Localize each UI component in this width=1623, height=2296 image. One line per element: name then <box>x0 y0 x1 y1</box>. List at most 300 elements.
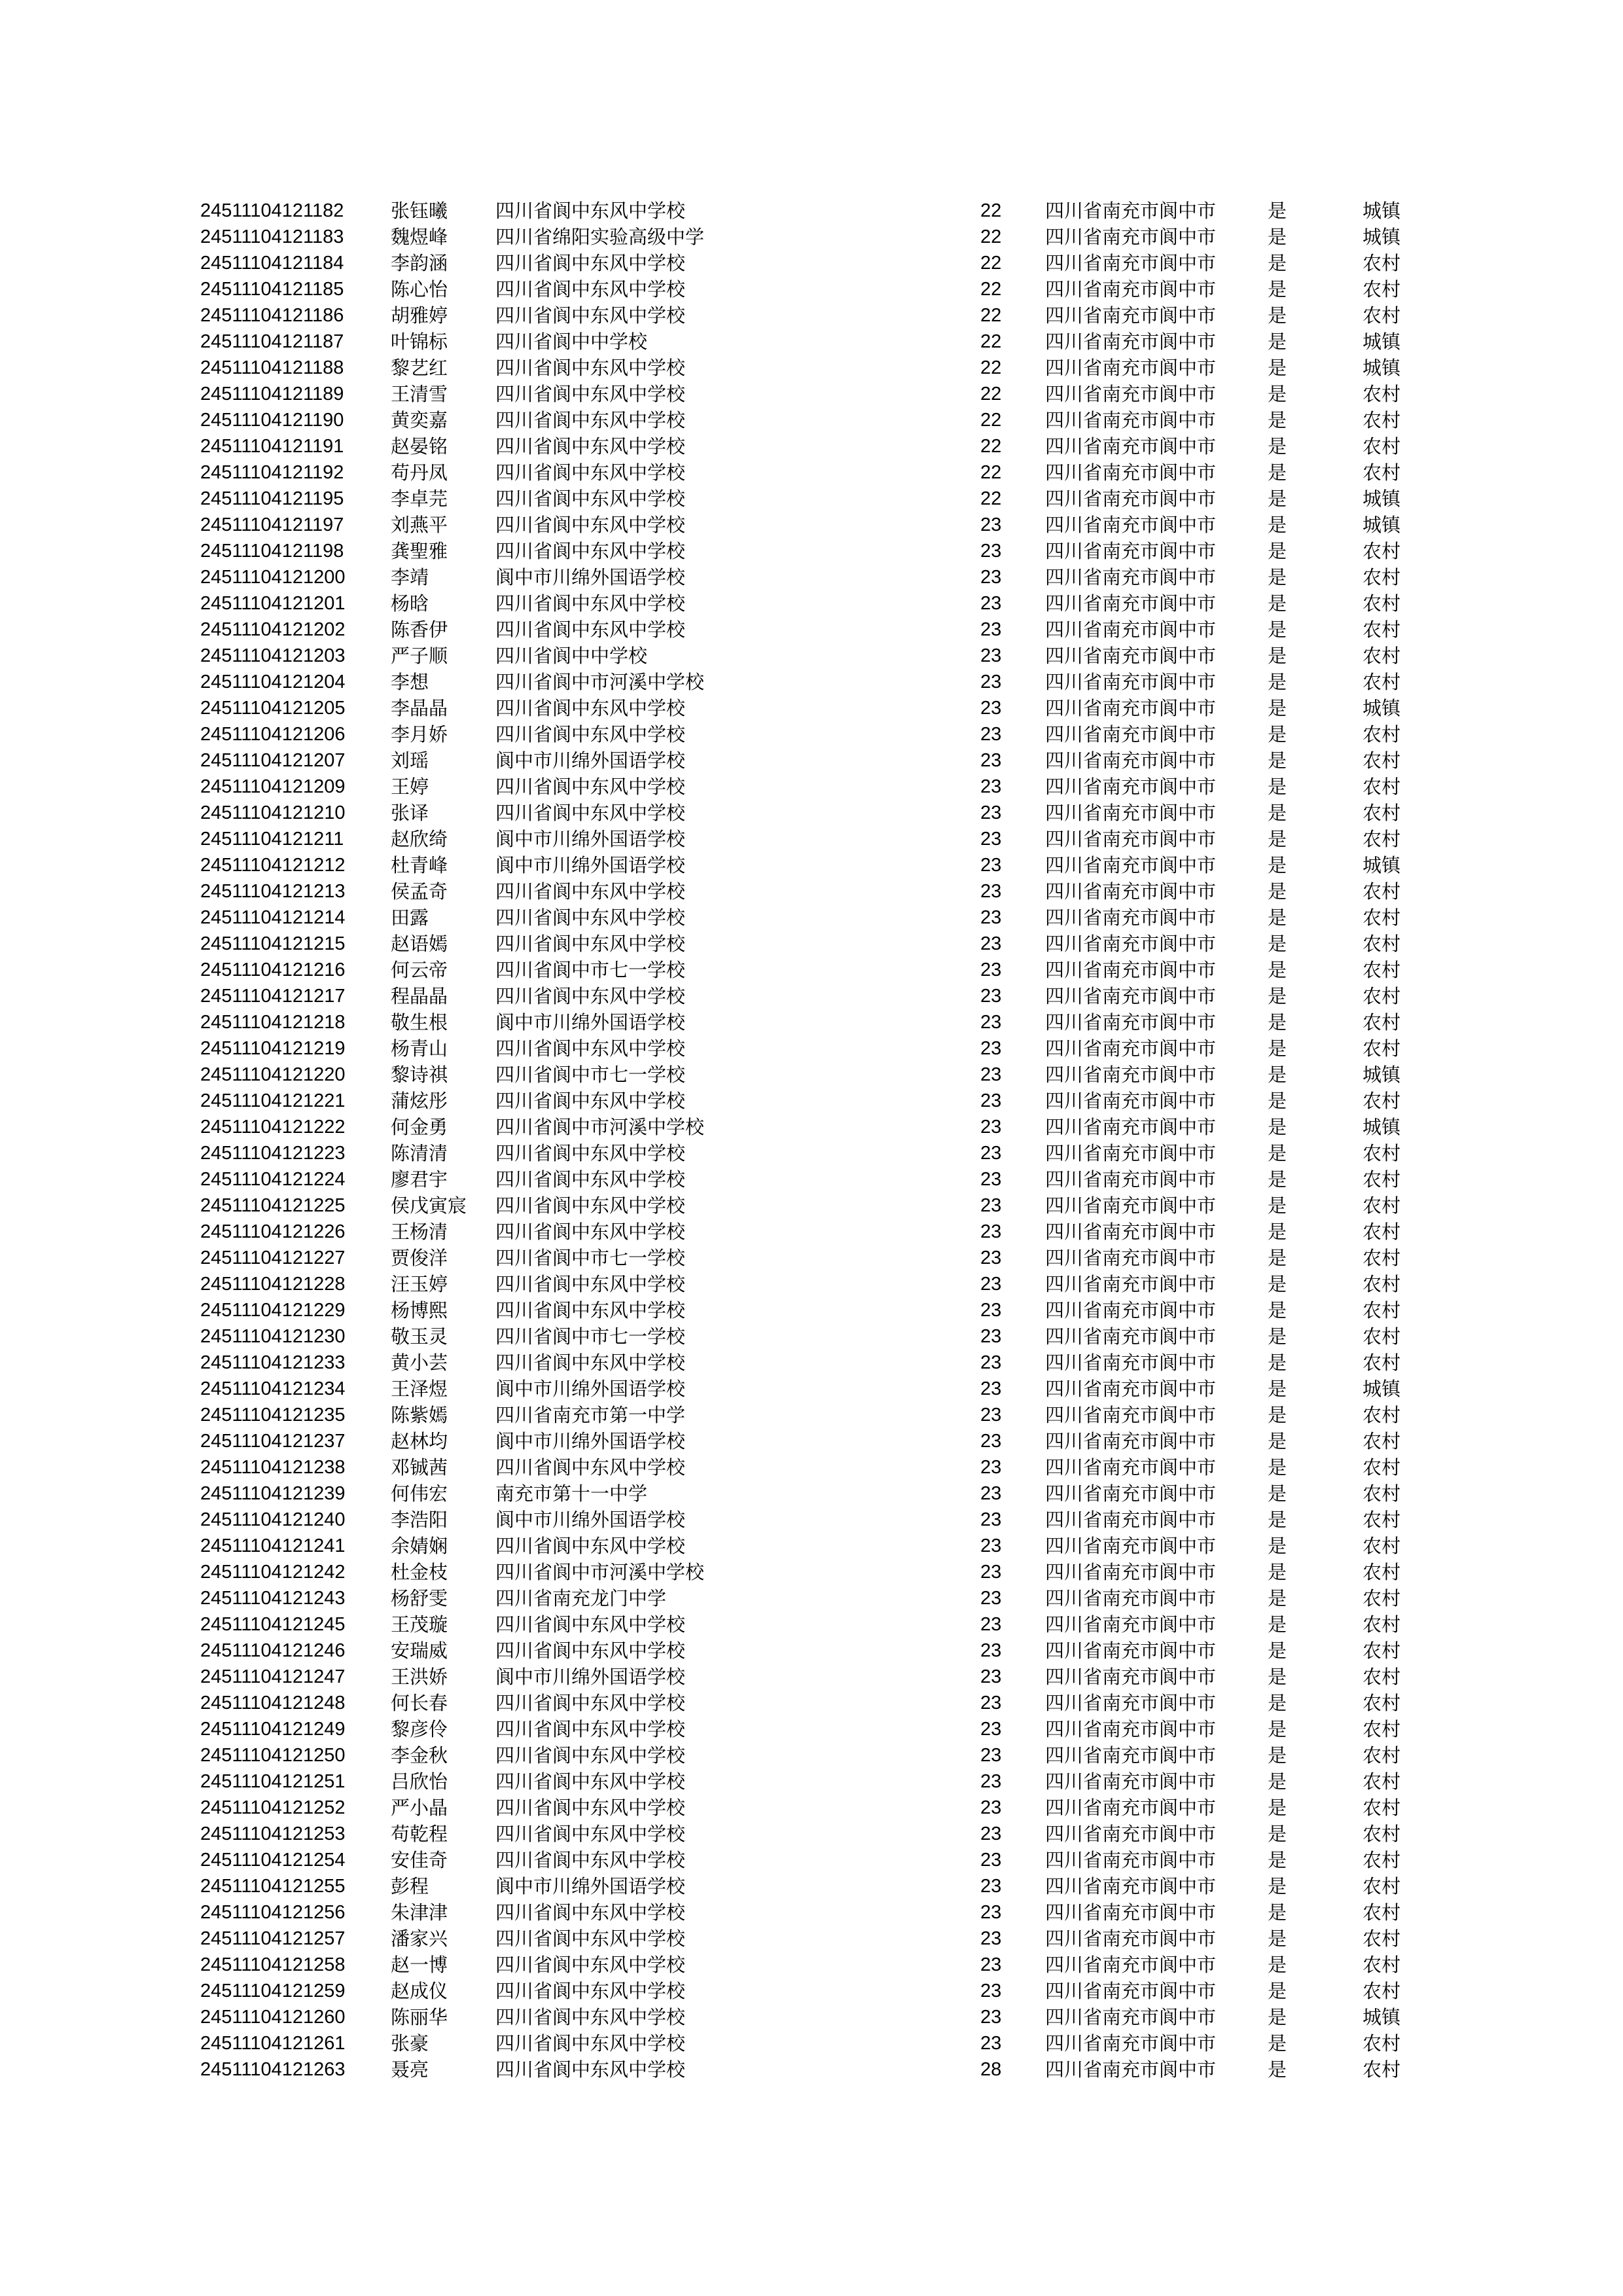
cell-name: 叶锦标 <box>391 331 448 353</box>
cell-location: 四川省南充市阆中市 <box>1045 1875 1217 1897</box>
cell-location: 四川省南充市阆中市 <box>1045 749 1217 772</box>
cell-name: 严子顺 <box>391 645 448 667</box>
cell-school: 四川省阆中东风中学校 <box>495 933 686 955</box>
cell-name: 魏煜峰 <box>391 226 448 248</box>
cell-student-id: 24511104121190 <box>200 410 344 431</box>
table-row <box>0 852 1623 878</box>
cell-number: 23 <box>980 619 1002 640</box>
cell-flag: 是 <box>1268 1744 1287 1767</box>
cell-school: 四川省阆中东风中学校 <box>495 1928 686 1950</box>
cell-location: 四川省南充市阆中市 <box>1045 1247 1217 1269</box>
cell-location: 四川省南充市阆中市 <box>1045 566 1217 588</box>
cell-number: 22 <box>980 462 1002 483</box>
table-row <box>0 826 1623 852</box>
cell-name: 彭程 <box>391 1875 429 1897</box>
cell-number: 23 <box>980 1981 1002 2001</box>
cell-flag: 是 <box>1268 1509 1287 1531</box>
table-row <box>0 355 1623 381</box>
cell-school: 四川省阆中东风中学校 <box>495 1901 686 1924</box>
cell-name: 龚聖雅 <box>391 540 448 562</box>
cell-name: 田露 <box>391 906 429 929</box>
cell-name: 李韵涵 <box>391 252 448 274</box>
cell-flag: 是 <box>1268 540 1287 562</box>
cell-flag: 是 <box>1268 1692 1287 1714</box>
cell-location: 四川省南充市阆中市 <box>1045 1221 1217 1243</box>
cell-number: 23 <box>980 1640 1002 1661</box>
cell-student-id: 24511104121192 <box>200 462 344 483</box>
cell-number: 23 <box>980 881 1002 902</box>
cell-area-type: 农村 <box>1363 1823 1401 1845</box>
cell-number: 22 <box>980 410 1002 431</box>
cell-location: 四川省南充市阆中市 <box>1045 226 1217 248</box>
cell-name: 赵一博 <box>391 1954 448 1976</box>
table-row <box>0 1533 1623 1559</box>
table-row <box>0 1088 1623 1114</box>
cell-number: 23 <box>980 1143 1002 1164</box>
cell-school: 四川省阆中东风中学校 <box>495 200 686 222</box>
cell-name: 刘燕平 <box>391 514 448 536</box>
cell-location: 四川省南充市阆中市 <box>1045 1194 1217 1217</box>
cell-flag: 是 <box>1268 1037 1287 1060</box>
cell-flag: 是 <box>1268 331 1287 353</box>
cell-name: 严小晶 <box>391 1797 448 1819</box>
cell-name: 何云帝 <box>391 959 448 981</box>
cell-student-id: 24511104121226 <box>200 1221 346 1242</box>
table-row <box>0 1323 1623 1350</box>
cell-area-type: 农村 <box>1363 1325 1401 1348</box>
cell-area-type: 农村 <box>1363 619 1401 641</box>
cell-area-type: 农村 <box>1363 802 1401 824</box>
cell-number: 23 <box>980 514 1002 535</box>
cell-area-type: 城镇 <box>1363 514 1401 536</box>
cell-school: 四川省阆中东风中学校 <box>495 1613 686 1636</box>
cell-student-id: 24511104121212 <box>200 855 346 876</box>
table-row <box>0 1638 1623 1664</box>
cell-flag: 是 <box>1268 592 1287 615</box>
table-row <box>0 1009 1623 1035</box>
cell-name: 安佳奇 <box>391 1849 448 1871</box>
cell-number: 23 <box>980 1090 1002 1111</box>
cell-name: 王洪娇 <box>391 1666 448 1688</box>
cell-number: 22 <box>980 488 1002 509</box>
cell-area-type: 城镇 <box>1363 331 1401 353</box>
cell-area-type: 城镇 <box>1363 2006 1401 2028</box>
cell-location: 四川省南充市阆中市 <box>1045 1509 1217 1531</box>
cell-flag: 是 <box>1268 1090 1287 1112</box>
cell-flag: 是 <box>1268 1273 1287 1295</box>
cell-school: 阆中市川绵外国语学校 <box>495 1378 686 1400</box>
cell-student-id: 24511104121260 <box>200 2007 346 2028</box>
cell-student-id: 24511104121229 <box>200 1300 346 1321</box>
table-row <box>0 2056 1623 2083</box>
cell-flag: 是 <box>1268 1247 1287 1269</box>
cell-area-type: 农村 <box>1363 1797 1401 1819</box>
cell-number: 22 <box>980 279 1002 300</box>
cell-school: 四川省阆中东风中学校 <box>495 409 686 431</box>
cell-school: 四川省阆中市七一学校 <box>495 959 686 981</box>
cell-area-type: 农村 <box>1363 1247 1401 1269</box>
table-row <box>0 564 1623 590</box>
cell-flag: 是 <box>1268 1640 1287 1662</box>
cell-area-type: 农村 <box>1363 933 1401 955</box>
cell-school: 四川省阆中东风中学校 <box>495 1221 686 1243</box>
cell-area-type: 农村 <box>1363 1142 1401 1164</box>
cell-location: 四川省南充市阆中市 <box>1045 1116 1217 1138</box>
cell-area-type: 城镇 <box>1363 200 1401 222</box>
cell-number: 23 <box>980 567 1002 588</box>
cell-student-id: 24511104121219 <box>200 1038 346 1059</box>
cell-location: 四川省南充市阆中市 <box>1045 854 1217 876</box>
cell-location: 四川省南充市阆中市 <box>1045 1849 1217 1871</box>
cell-flag: 是 <box>1268 1352 1287 1374</box>
cell-flag: 是 <box>1268 1954 1287 1976</box>
cell-location: 四川省南充市阆中市 <box>1045 1037 1217 1060</box>
cell-school: 四川省阆中东风中学校 <box>495 1718 686 1740</box>
cell-school: 四川省阆中东风中学校 <box>495 435 686 457</box>
cell-area-type: 农村 <box>1363 1037 1401 1060</box>
cell-number: 23 <box>980 1719 1002 1740</box>
cell-number: 23 <box>980 1064 1002 1085</box>
cell-name: 胡雅婷 <box>391 304 448 327</box>
cell-school: 四川省阆中东风中学校 <box>495 985 686 1007</box>
table-row <box>0 1978 1623 2004</box>
cell-number: 23 <box>980 1221 1002 1242</box>
table-row <box>0 1350 1623 1376</box>
cell-location: 四川省南充市阆中市 <box>1045 200 1217 222</box>
table-row <box>0 1742 1623 1768</box>
cell-name: 李晶晶 <box>391 697 448 719</box>
cell-location: 四川省南充市阆中市 <box>1045 461 1217 484</box>
cell-student-id: 24511104121251 <box>200 1771 346 1792</box>
cell-student-id: 24511104121218 <box>200 1012 346 1033</box>
cell-location: 四川省南充市阆中市 <box>1045 278 1217 300</box>
cell-location: 四川省南充市阆中市 <box>1045 1064 1217 1086</box>
cell-name: 杨青山 <box>391 1037 448 1060</box>
cell-flag: 是 <box>1268 1011 1287 1033</box>
cell-school: 四川省阆中市河溪中学校 <box>495 671 705 693</box>
cell-name: 邓铖茜 <box>391 1456 448 1479</box>
cell-area-type: 农村 <box>1363 828 1401 850</box>
cell-area-type: 农村 <box>1363 1954 1401 1976</box>
cell-student-id: 24511104121228 <box>200 1274 346 1295</box>
cell-name: 廖君宇 <box>391 1168 448 1191</box>
cell-flag: 是 <box>1268 749 1287 772</box>
cell-school: 阆中市川绵外国语学校 <box>495 854 686 876</box>
cell-location: 四川省南充市阆中市 <box>1045 933 1217 955</box>
cell-area-type: 农村 <box>1363 1273 1401 1295</box>
cell-flag: 是 <box>1268 697 1287 719</box>
cell-flag: 是 <box>1268 278 1287 300</box>
cell-area-type: 农村 <box>1363 723 1401 745</box>
cell-area-type: 农村 <box>1363 409 1401 431</box>
cell-school: 四川省阆中东风中学校 <box>495 540 686 562</box>
cell-number: 23 <box>980 1300 1002 1321</box>
cell-number: 23 <box>980 1588 1002 1609</box>
table-row <box>0 747 1623 774</box>
cell-number: 23 <box>980 1352 1002 1373</box>
cell-number: 23 <box>980 776 1002 797</box>
cell-number: 23 <box>980 1797 1002 1818</box>
cell-student-id: 24511104121214 <box>200 907 346 928</box>
cell-school: 四川省阆中东风中学校 <box>495 619 686 641</box>
cell-student-id: 24511104121247 <box>200 1666 346 1687</box>
cell-area-type: 农村 <box>1363 592 1401 615</box>
cell-student-id: 24511104121243 <box>200 1588 346 1609</box>
cell-number: 23 <box>980 1850 1002 1871</box>
cell-school: 四川省阆中东风中学校 <box>495 723 686 745</box>
cell-school: 四川省阆中东风中学校 <box>495 1090 686 1112</box>
cell-flag: 是 <box>1268 1168 1287 1191</box>
cell-school: 四川省阆中市河溪中学校 <box>495 1561 705 1583</box>
cell-location: 四川省南充市阆中市 <box>1045 1901 1217 1924</box>
table-row <box>0 931 1623 957</box>
cell-location: 四川省南充市阆中市 <box>1045 985 1217 1007</box>
cell-area-type: 农村 <box>1363 906 1401 929</box>
cell-location: 四川省南充市阆中市 <box>1045 1430 1217 1452</box>
cell-area-type: 农村 <box>1363 1613 1401 1636</box>
cell-school: 四川省阆中东风中学校 <box>495 357 686 379</box>
cell-flag: 是 <box>1268 1980 1287 2002</box>
cell-school: 阆中市川绵外国语学校 <box>495 1509 686 1531</box>
cell-school: 四川省绵阳实验高级中学 <box>495 226 705 248</box>
cell-number: 23 <box>980 1117 1002 1138</box>
cell-flag: 是 <box>1268 1797 1287 1819</box>
table-row <box>0 905 1623 931</box>
cell-area-type: 农村 <box>1363 1587 1401 1609</box>
cell-student-id: 24511104121234 <box>200 1378 346 1399</box>
cell-student-id: 24511104121200 <box>200 567 346 588</box>
cell-name: 潘家兴 <box>391 1928 448 1950</box>
table-row <box>0 1376 1623 1402</box>
table-row <box>0 250 1623 276</box>
table-row <box>0 459 1623 486</box>
cell-name: 安瑞威 <box>391 1640 448 1662</box>
cell-area-type: 农村 <box>1363 645 1401 667</box>
table-row <box>0 538 1623 564</box>
table-row <box>0 1952 1623 1978</box>
cell-student-id: 24511104121256 <box>200 1902 346 1923</box>
cell-student-id: 24511104121227 <box>200 1247 346 1268</box>
cell-flag: 是 <box>1268 959 1287 981</box>
cell-location: 四川省南充市阆中市 <box>1045 331 1217 353</box>
cell-student-id: 24511104121197 <box>200 514 344 535</box>
cell-location: 四川省南充市阆中市 <box>1045 1718 1217 1740</box>
cell-school: 四川省阆中东风中学校 <box>495 1640 686 1662</box>
table-row <box>0 1690 1623 1716</box>
cell-location: 四川省南充市阆中市 <box>1045 1954 1217 1976</box>
cell-student-id: 24511104121220 <box>200 1064 346 1085</box>
cell-school: 四川省阆中东风中学校 <box>495 383 686 405</box>
cell-school: 阆中市川绵外国语学校 <box>495 1430 686 1452</box>
cell-school: 四川省阆中东风中学校 <box>495 1037 686 1060</box>
cell-name: 侯戊寅宸 <box>391 1194 467 1217</box>
cell-flag: 是 <box>1268 1299 1287 1321</box>
cell-student-id: 24511104121258 <box>200 1954 346 1975</box>
cell-name: 苟乾程 <box>391 1823 448 1845</box>
cell-number: 23 <box>980 698 1002 719</box>
table-row <box>0 1297 1623 1323</box>
cell-number: 23 <box>980 1038 1002 1059</box>
cell-area-type: 农村 <box>1363 1509 1401 1531</box>
cell-location: 四川省南充市阆中市 <box>1045 540 1217 562</box>
cell-number: 23 <box>980 750 1002 771</box>
cell-student-id: 24511104121207 <box>200 750 346 771</box>
cell-school: 四川省阆中东风中学校 <box>495 1980 686 2002</box>
cell-school: 四川省阆中东风中学校 <box>495 592 686 615</box>
table-row <box>0 695 1623 721</box>
cell-number: 23 <box>980 855 1002 876</box>
cell-school: 阆中市川绵外国语学校 <box>495 1011 686 1033</box>
cell-student-id: 24511104121189 <box>200 384 344 404</box>
cell-flag: 是 <box>1268 1587 1287 1609</box>
cell-flag: 是 <box>1268 1221 1287 1243</box>
cell-student-id: 24511104121224 <box>200 1169 346 1190</box>
cell-student-id: 24511104121210 <box>200 802 346 823</box>
cell-area-type: 农村 <box>1363 304 1401 327</box>
table-row <box>0 1559 1623 1585</box>
cell-student-id: 24511104121221 <box>200 1090 346 1111</box>
cell-student-id: 24511104121213 <box>200 881 346 902</box>
cell-number: 23 <box>980 1195 1002 1216</box>
cell-student-id: 24511104121216 <box>200 960 346 980</box>
cell-number: 23 <box>980 802 1002 823</box>
cell-area-type: 农村 <box>1363 252 1401 274</box>
cell-flag: 是 <box>1268 1535 1287 1557</box>
cell-flag: 是 <box>1268 1142 1287 1164</box>
cell-location: 四川省南充市阆中市 <box>1045 1744 1217 1767</box>
table-row <box>0 198 1623 224</box>
cell-school: 阆中市川绵外国语学校 <box>495 1875 686 1897</box>
table-row <box>0 329 1623 355</box>
cell-school: 四川省阆中东风中学校 <box>495 880 686 903</box>
cell-student-id: 24511104121261 <box>200 2033 346 2054</box>
cell-school: 四川省阆中市七一学校 <box>495 1247 686 1269</box>
cell-flag: 是 <box>1268 1430 1287 1452</box>
cell-location: 四川省南充市阆中市 <box>1045 2032 1217 2054</box>
cell-school: 阆中市川绵外国语学校 <box>495 1666 686 1688</box>
cell-school: 四川省阆中东风中学校 <box>495 1744 686 1767</box>
cell-student-id: 24511104121257 <box>200 1928 346 1949</box>
cell-name: 敬玉灵 <box>391 1325 448 1348</box>
cell-location: 四川省南充市阆中市 <box>1045 959 1217 981</box>
cell-name: 杜青峰 <box>391 854 448 876</box>
table-row <box>0 1193 1623 1219</box>
cell-area-type: 农村 <box>1363 383 1401 405</box>
cell-name: 李月娇 <box>391 723 448 745</box>
table-row <box>0 1585 1623 1611</box>
cell-flag: 是 <box>1268 461 1287 484</box>
cell-location: 四川省南充市阆中市 <box>1045 776 1217 798</box>
cell-location: 四川省南充市阆中市 <box>1045 645 1217 667</box>
table-row <box>0 1768 1623 1795</box>
cell-student-id: 24511104121255 <box>200 1876 346 1897</box>
cell-area-type: 农村 <box>1363 776 1401 798</box>
cell-school: 四川省阆中东风中学校 <box>495 2058 686 2081</box>
cell-area-type: 农村 <box>1363 671 1401 693</box>
cell-area-type: 农村 <box>1363 959 1401 981</box>
cell-flag: 是 <box>1268 1194 1287 1217</box>
cell-number: 23 <box>980 1745 1002 1766</box>
cell-location: 四川省南充市阆中市 <box>1045 697 1217 719</box>
cell-name: 刘瑶 <box>391 749 429 772</box>
table-row <box>0 1795 1623 1821</box>
table-row <box>0 800 1623 826</box>
cell-location: 四川省南充市阆中市 <box>1045 2006 1217 2028</box>
cell-number: 22 <box>980 436 1002 457</box>
cell-flag: 是 <box>1268 906 1287 929</box>
table-row <box>0 1454 1623 1480</box>
cell-name: 杨舒雯 <box>391 1587 448 1609</box>
cell-number: 22 <box>980 331 1002 352</box>
cell-area-type: 农村 <box>1363 2032 1401 2054</box>
cell-location: 四川省南充市阆中市 <box>1045 723 1217 745</box>
cell-number: 23 <box>980 672 1002 692</box>
cell-student-id: 24511104121225 <box>200 1195 346 1216</box>
cell-name: 杜金枝 <box>391 1561 448 1583</box>
cell-area-type: 农村 <box>1363 985 1401 1007</box>
cell-student-id: 24511104121191 <box>200 436 344 457</box>
cell-flag: 是 <box>1268 776 1287 798</box>
table-row <box>0 1166 1623 1193</box>
table-row <box>0 669 1623 695</box>
cell-number: 23 <box>980 907 1002 928</box>
cell-number: 23 <box>980 1771 1002 1792</box>
cell-student-id: 24511104121182 <box>200 200 344 221</box>
cell-school: 四川省阆中东风中学校 <box>495 2006 686 2028</box>
table-row <box>0 1219 1623 1245</box>
cell-name: 侯孟奇 <box>391 880 448 903</box>
cell-location: 四川省南充市阆中市 <box>1045 435 1217 457</box>
cell-flag: 是 <box>1268 1378 1287 1400</box>
cell-flag: 是 <box>1268 1456 1287 1479</box>
cell-student-id: 24511104121233 <box>200 1352 346 1373</box>
cell-student-id: 24511104121195 <box>200 488 344 509</box>
cell-name: 赵语嫣 <box>391 933 448 955</box>
cell-area-type: 城镇 <box>1363 1064 1401 1086</box>
cell-school: 四川省阆中中学校 <box>495 645 648 667</box>
table-row <box>0 381 1623 407</box>
table-row <box>0 433 1623 459</box>
cell-school: 四川省阆中东风中学校 <box>495 906 686 929</box>
cell-school: 四川省南充市第一中学 <box>495 1404 686 1426</box>
cell-student-id: 24511104121240 <box>200 1509 346 1530</box>
cell-flag: 是 <box>1268 671 1287 693</box>
cell-name: 陈丽华 <box>391 2006 448 2028</box>
cell-flag: 是 <box>1268 1404 1287 1426</box>
cell-school: 四川省阆中市七一学校 <box>495 1064 686 1086</box>
cell-flag: 是 <box>1268 383 1287 405</box>
table-row <box>0 1271 1623 1297</box>
cell-number: 28 <box>980 2059 1002 2080</box>
cell-name: 吕欣怡 <box>391 1770 448 1793</box>
cell-area-type: 城镇 <box>1363 1378 1401 1400</box>
cell-name: 黎彦伶 <box>391 1718 448 1740</box>
cell-name: 何长春 <box>391 1692 448 1714</box>
cell-area-type: 农村 <box>1363 461 1401 484</box>
cell-area-type: 农村 <box>1363 2058 1401 2081</box>
cell-student-id: 24511104121237 <box>200 1431 346 1452</box>
cell-flag: 是 <box>1268 828 1287 850</box>
cell-school: 四川省阆中东风中学校 <box>495 278 686 300</box>
cell-flag: 是 <box>1268 1482 1287 1505</box>
cell-location: 四川省南充市阆中市 <box>1045 1090 1217 1112</box>
cell-student-id: 24511104121187 <box>200 331 344 352</box>
cell-student-id: 24511104121222 <box>200 1117 346 1138</box>
cell-location: 四川省南充市阆中市 <box>1045 1561 1217 1583</box>
cell-area-type: 农村 <box>1363 1011 1401 1033</box>
cell-location: 四川省南充市阆中市 <box>1045 1378 1217 1400</box>
cell-student-id: 24511104121215 <box>200 933 346 954</box>
